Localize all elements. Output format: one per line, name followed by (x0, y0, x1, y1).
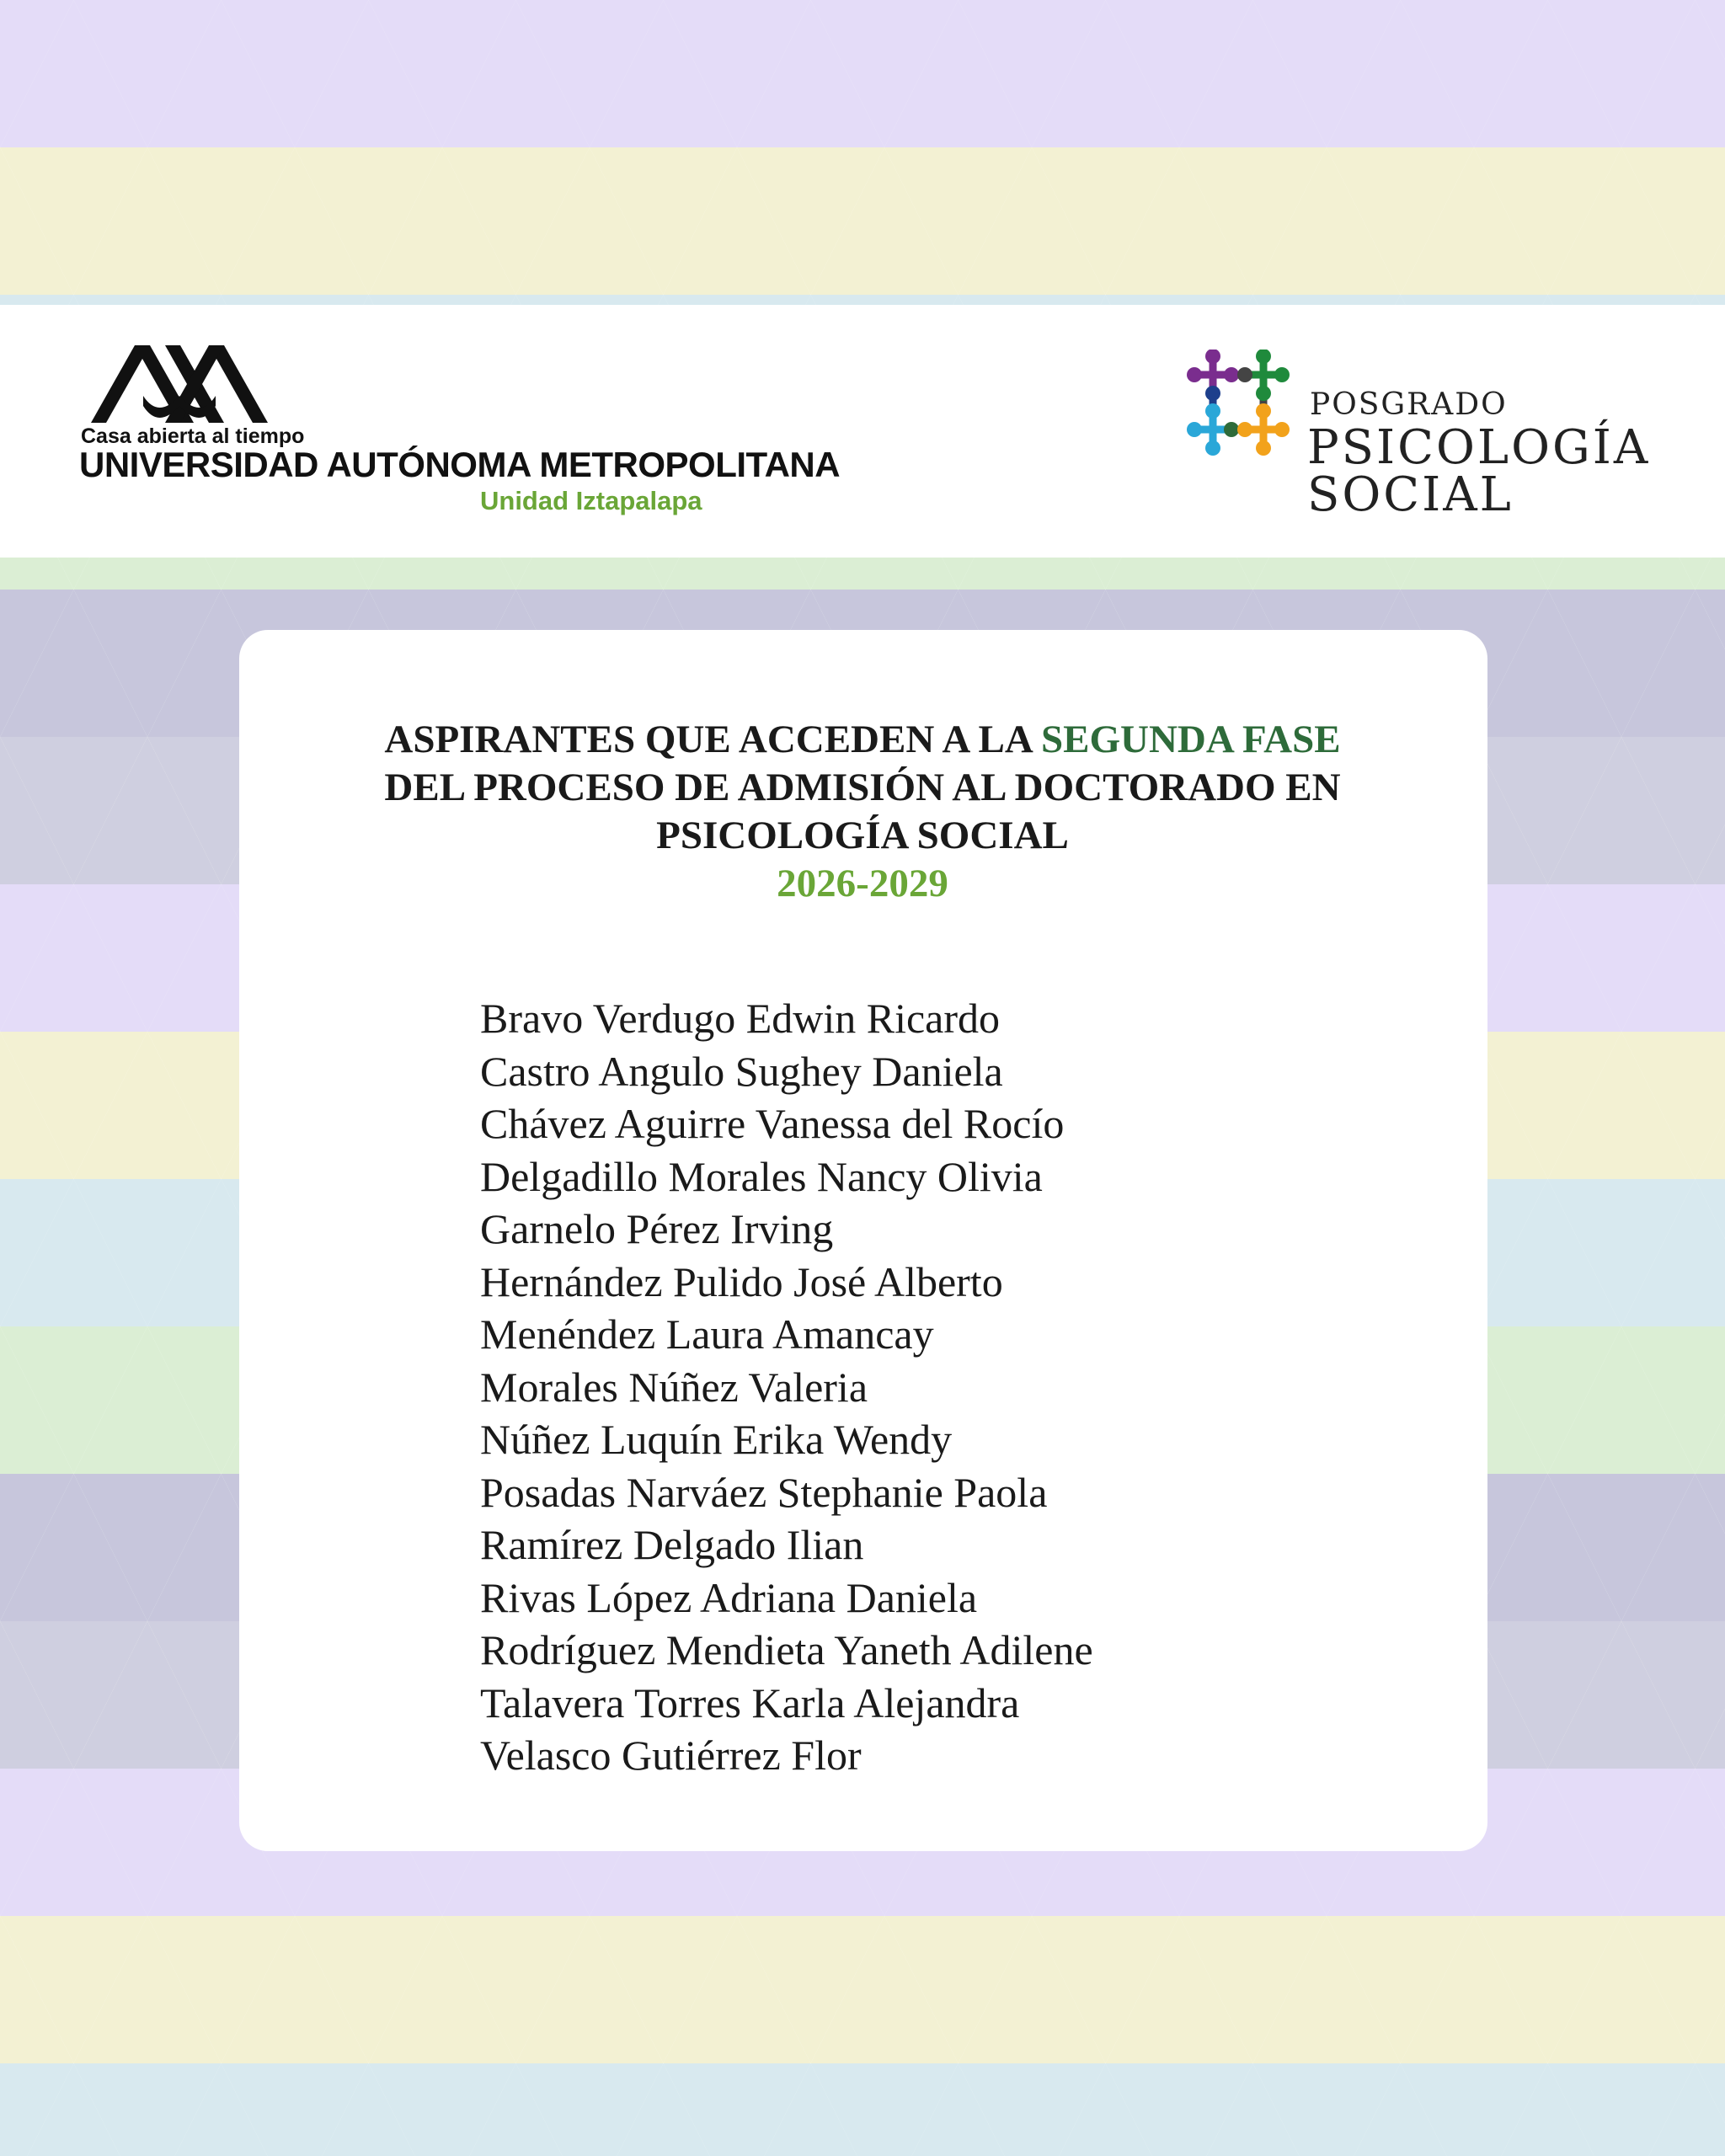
applicant-name: Velasco Gutiérrez Flor (480, 1732, 862, 1779)
title-line-3: PSICOLOGÍA SOCIAL (656, 814, 1069, 857)
uam-unit-name: Unidad Iztapalapa (480, 486, 702, 515)
applicant-name: Ramírez Delgado Ilian (480, 1521, 864, 1568)
uam-logo (76, 345, 841, 522)
applicant-name: Chávez Aguirre Vanessa del Rocío (480, 1100, 1065, 1147)
logo-text-psicologia: PSICOLOGÍA (1307, 420, 1651, 475)
uam-tagline: Casa abierta al tiempo (81, 424, 305, 448)
applicant-name: Talavera Torres Karla Alejandra (480, 1678, 1020, 1726)
title-highlight: SEGUNDA FASE (1040, 718, 1341, 761)
applicants-list (480, 992, 1093, 1782)
applicant-name: Morales Núñez Valeria (480, 1363, 868, 1411)
applicant-name: Delgadillo Morales Nancy Olivia (480, 1152, 1043, 1200)
applicant-name: Garnelo Pérez Irving (480, 1205, 834, 1252)
title-line-2: DEL PROCESO DE ADMISIÓN AL DOCTORADO EN (384, 766, 1341, 809)
applicant-name: Núñez Luquín Erika Wendy (480, 1416, 953, 1463)
logo-text-social: SOCIAL (1307, 467, 1514, 522)
title-years: 2026-2029 (777, 862, 948, 905)
announcement-title (0, 716, 1725, 908)
title-line-1 (0, 716, 1725, 764)
applicant-name: Castro Angulo Sughey Daniela (480, 1047, 1003, 1095)
applicant-name: Hernández Pulido José Alberto (480, 1257, 1003, 1305)
logo-text-posgrado: POSGRADO (1310, 387, 1508, 422)
applicant-name: Rodríguez Mendieta Yaneth Adilene (480, 1626, 1093, 1673)
title-part-1: ASPIRANTES QUE ACCEDEN A LA (384, 718, 1041, 761)
applicant-name: Posadas Narváez Stephanie Paola (480, 1468, 1048, 1516)
uam-logo-icon (91, 345, 268, 423)
applicant-name: Rivas López Adriana Daniela (480, 1573, 978, 1621)
applicant-name: Menéndez Laura Amancay (480, 1310, 934, 1358)
applicant-name: Bravo Verdugo Edwin Ricardo (480, 995, 1001, 1042)
uam-university-name: UNIVERSIDAD AUTÓNOMA METROPOLITANA (79, 445, 841, 484)
molecule-network-icon (1179, 350, 1297, 463)
posgrado-psicologia-social-logo (1179, 350, 1651, 522)
